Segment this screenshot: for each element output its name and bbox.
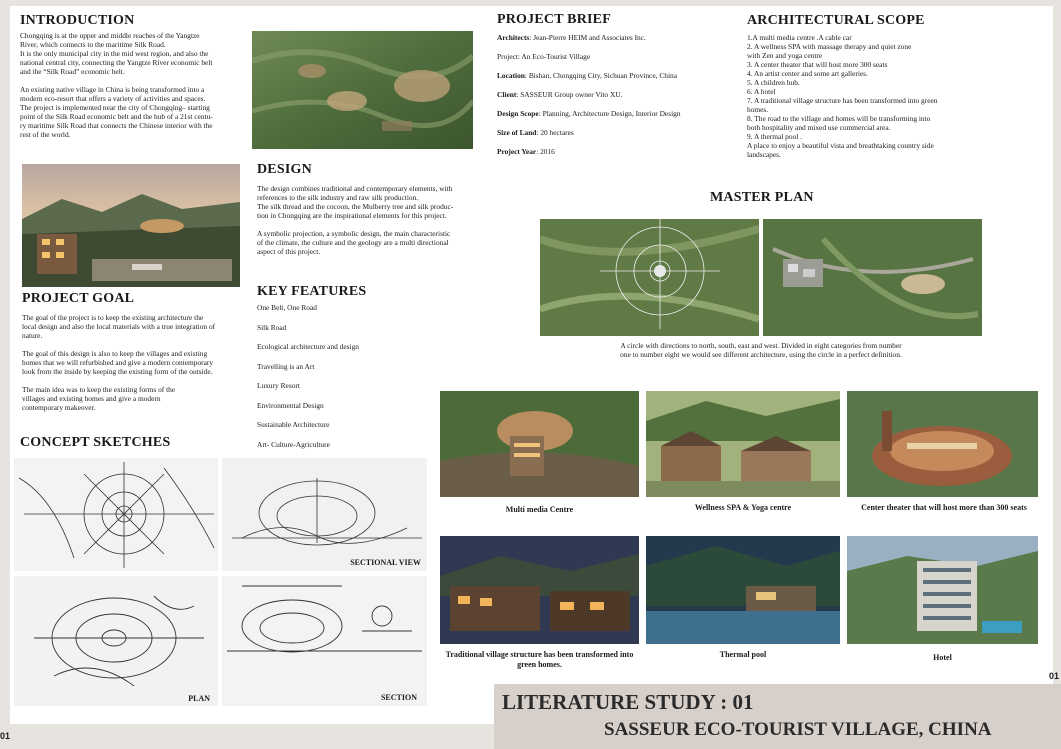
project-brief-list [497,33,702,166]
master-plan-aerial-image [763,219,982,336]
design-text: The design combines traditional and contemporary elements, with references to the silk industry and raw silk production. The silk thread and the cocoon, the Mulberry tree and silk produc- tion in Chongqing are the inspirational elements for this project. A symbolic projection, a symbolic design, the main characteristic of the climate, the culture and the geology are a multi directional aspect of this project. [257,184,454,256]
page-number-left: 01 [0,731,11,741]
key-features-title: KEY FEATURES [257,284,367,299]
banner-subtitle: SASSEUR ECO-TOURIST VILLAGE, CHINA [604,719,992,740]
architectural-scope-title: ARCHITECTURAL SCOPE [747,13,925,28]
sketch-label-sectional-view: SECTIONAL VIEW [350,558,421,567]
brief-architects: Architects: Jean-Pierre HEIM and Associates Inc. [497,33,646,42]
project-brief-title: PROJECT BRIEF [497,12,611,27]
wellness-spa-photo [646,391,840,497]
introduction-text: Chongqing is at the upper and middle reaches of the Yangtze River, which connects to the maritime Silk Road. It is the only municipal city in the mid west region, and also the national central city, connecting the Yangtze River economic belt and the “Silk Road” economic belt. An existing native village in China is being transformed into a modern eco-resort that offers a variety of activities and spaces. The project is implemented near the city of Chongqing– starting point of the Silk Road economic belt and the hub of a 21st centu- ry maritime Silk Road that connects the Chinese interior with the rest of the world. [20,31,213,139]
key-feature-item: Travelling is an Art [257,361,315,371]
caption-wellness-spa: Wellness SPA & Yoga centre [694,503,792,512]
caption-center-theater: Center theater that will host more than 300 seats [861,503,1027,512]
sketch-sectional-view [222,458,427,571]
multi-media-centre-photo [440,391,639,497]
sketch-plan [14,576,218,706]
key-feature-item: Ecological architecture and design [257,342,359,351]
sketch-plan-circle [14,458,218,571]
concept-sketches-title: CONCEPT SKETCHES [20,435,171,450]
sketch-label-plan: PLAN [188,694,210,703]
introduction-title: INTRODUCTION [20,13,135,28]
caption-traditional-village: Traditional village structure has been transformed into green homes. [445,650,634,669]
key-feature-item: Luxury Resort [257,381,300,390]
project-goal-text: The goal of the project is to keep the existing architecture the local design and also the local materials with a true integration of nature. The goal of this design is also to keep the villages and existing homes that we will refurbished and give a modern contemporary look from the inside by keeping the existing form of the outside. The main idea was to keep the existing forms of the villages and existing homes and give a modern contemporary makeover. [22,313,216,412]
master-plan-site-image [540,219,759,336]
page-number-right: 01 [1049,671,1060,681]
resort-render-photo [22,164,240,287]
hotel-photo [847,536,1038,644]
caption-thermal-pool: Thermal pool [719,650,767,659]
key-feature-item: Art- Culture-Agriculture [257,439,330,449]
master-plan-caption: A circle with directions to north, south, east and west. Divided in eight categories from number one to number eight we would see different architecture, using the circle in a perfect definition. [620,341,902,359]
design-title: DESIGN [257,162,312,177]
banner-title: LITERATURE STUDY : 01 [502,690,754,714]
brief-project-year: Project Year: 2016 [497,147,555,156]
sketch-label-section: SECTION [380,693,417,702]
poster-sheet [10,6,1053,724]
aerial-village-photo [252,31,473,149]
master-plan-title: MASTER PLAN [710,190,814,205]
center-theater-photo [847,391,1038,497]
traditional-village-photo [440,536,639,644]
key-feature-item: One Belt, One Road [257,303,317,312]
caption-multi-media-centre: Multi media Centre [505,505,574,514]
brief-design-scope: Design Scope: Planning, Architecture Design, Interior Design [497,109,681,118]
project-goal-title: PROJECT GOAL [22,291,135,306]
key-feature-item: Sustainable Architecture [257,420,330,429]
key-feature-item: Silk Road [257,322,287,332]
key-feature-item: Environmental Design [257,400,324,410]
thermal-pool-photo [646,536,840,644]
key-features-list [257,303,457,459]
brief-project: Project: An Eco-Tourist Village [497,52,591,61]
brief-client: Client: SASSEUR Group owner Vito XU. [497,90,623,99]
caption-hotel: Hotel [933,653,952,662]
architectural-scope-text: 1.A multi media centre .A cable car 2. A wellness SPA with massage therapy and quiet zone with Zen and yoga centre 3. A center theater that will host more 300 seats 4. An artist center and some art galleries. 5. A children hub. 6. A hotel 7. A traditional village structure has been transformed into green homes. 8. The road to the village and homes will be transforming into both hospitality and mixed use commercial area. 9. A thermal pool . A place to enjoy a beautiful vista and breathtaking country side landscapes. [747,33,938,159]
sketch-section [222,576,427,706]
brief-location: Location: Bishan, Chongqing City, Sichuan Province, China [497,71,677,80]
brief-size-of-land: Size of Land: 20 hectares [497,128,574,137]
title-banner [494,684,1061,749]
